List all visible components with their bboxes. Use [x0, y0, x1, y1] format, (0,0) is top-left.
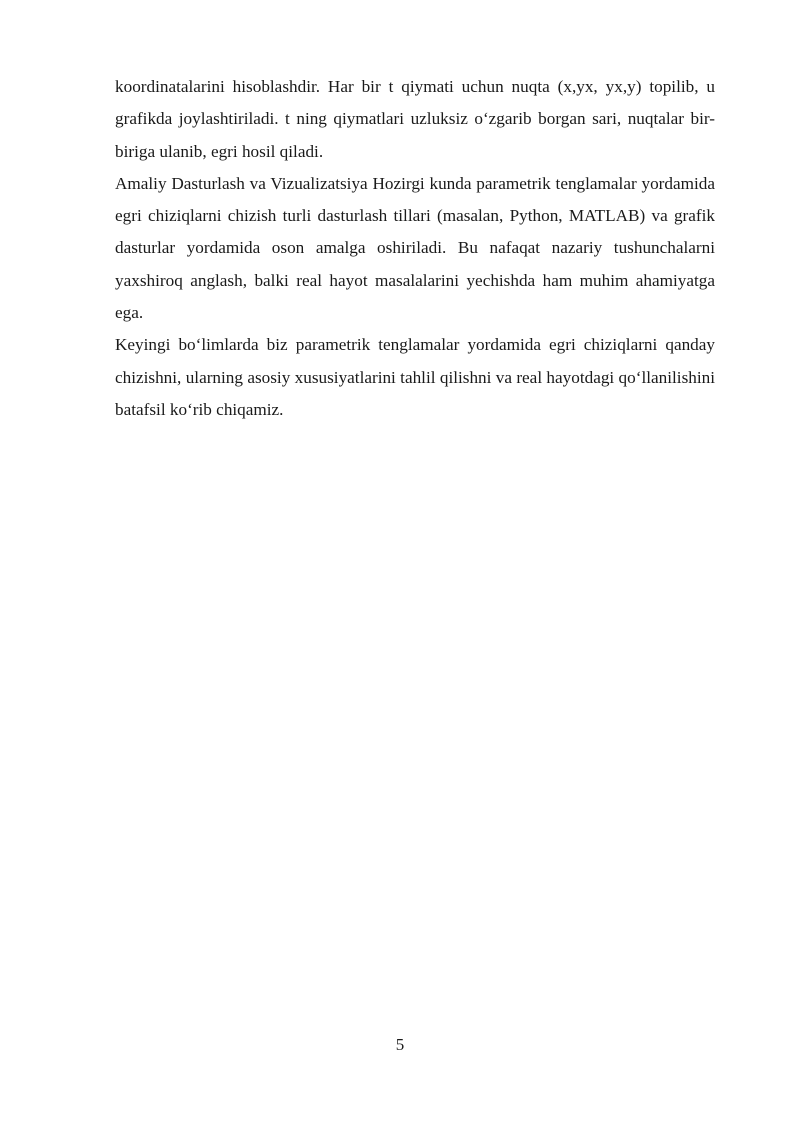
- page-number: 5: [395, 1035, 405, 1054]
- paragraph-applied-programming: Amaliy Dasturlash va Vizualizatsiya Hozirgi kunda parametrik tenglamalar yordamida egri chiziqlarni chizish turli dasturlash tillari (masalan, Python, MATLAB) va grafik dasturlar yordamida oson amalga oshiriladi. Bu nafaqat nazariy tushunchalarni yaxshiroq anglash, balki real hayot masalalarini yechishda ham muhim ahamiyatga ega.: [115, 173, 715, 323]
- body-text: [115, 71, 715, 426]
- paragraph-next-sections: Keyingi bo‘limlarda biz parametrik tenglamalar yordamida egri chiziqlarni qanday chizishni, ularning asosiy xususiyatlarini tahlil qilishni va real hayotdagi qo‘llanilishini batafsil ko‘rib chiqamiz.: [115, 335, 715, 419]
- paragraph-coordinates: koordinatalarini hisoblashdir. Har bir t qiymati uchun nuqta (x,yx, yx,y) topilib, u grafikda joylashtiriladi. t ning qiymatlari uzluksiz o‘zgarib borgan sari, nuqtalar bir-biriga ulanib, egri hosil qiladi.: [115, 77, 715, 161]
